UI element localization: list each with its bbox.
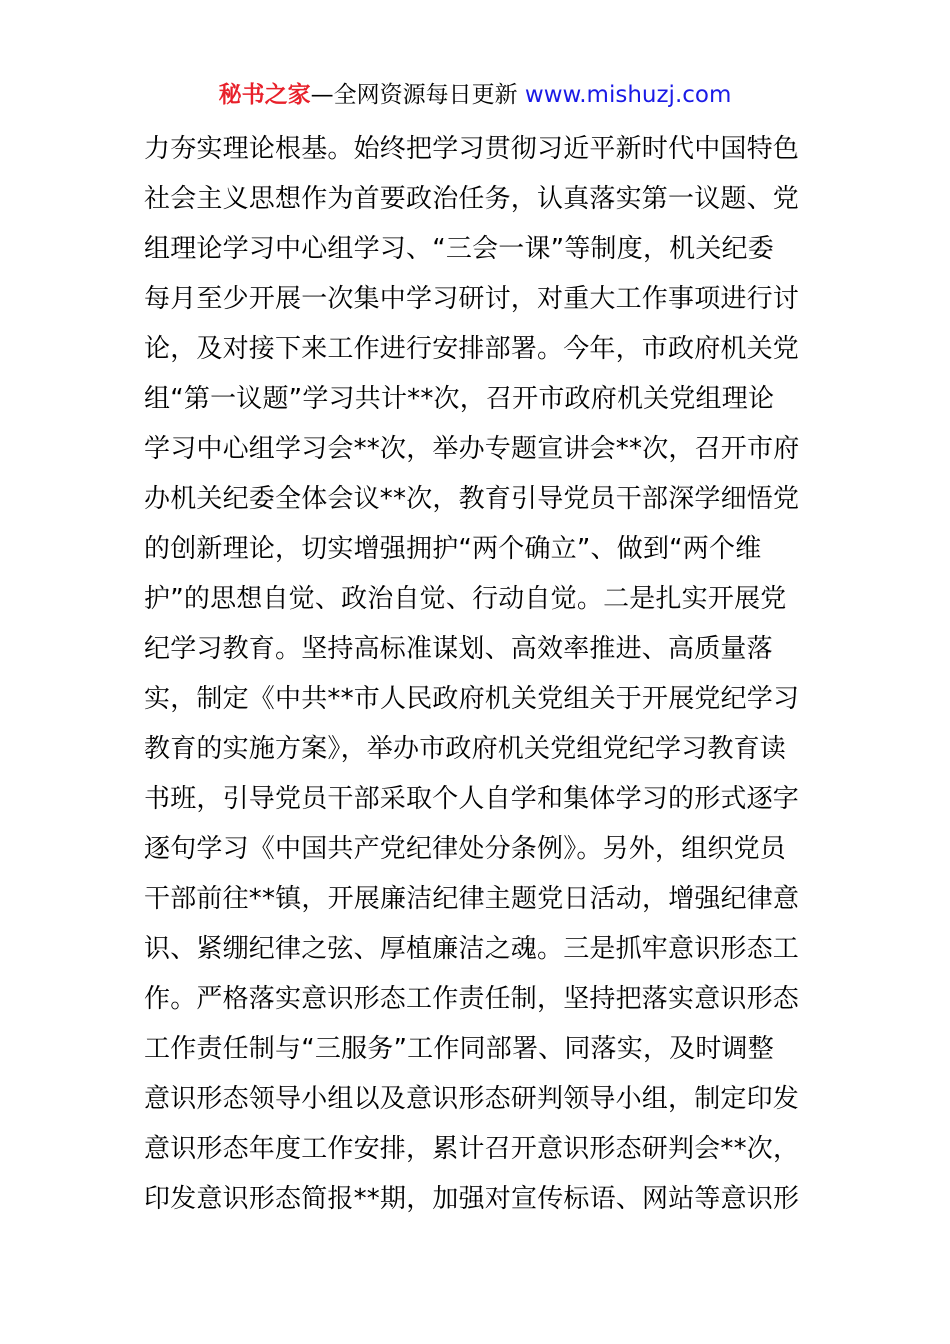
body-line: 纪学习教育。坚持高标准谋划、高效率推进、高质量落 [144,634,773,664]
body-line: 力夯实理论根基。始终把学习贯彻习近平新时代中国特色 [144,134,800,164]
body-line: 论，及对接下来工作进行安排部署。今年，市政府机关党 [144,334,800,364]
body-line: 作。严格落实意识形态工作责任制，坚持把落实意识形态 [144,984,800,1014]
body-line: 识、紧绷纪律之弦、厚植廉洁之魂。三是抓牢意识形态工 [144,934,800,964]
site-header [0,78,950,112]
body-line: 书班，引导党员干部采取个人自学和集体学习的形式逐字 [144,784,800,814]
body-line: 的创新理论，切实增强拥护“两个确立”、做到“两个维 [144,534,762,564]
body-line: 护”的思想自觉、政治自觉、行动自觉。二是扎实开展党 [144,584,787,614]
body-line: 社会主义思想作为首要政治任务，认真落实第一议题、党 [144,184,800,214]
body-line: 意识形态领导小组以及意识形态研判领导小组，制定印发 [144,1084,800,1114]
body-line: 组理论学习中心组学习、“三会一课”等制度，机关纪委 [144,234,774,264]
body-line: 每月至少开展一次集中学习研讨，对重大工作事项进行讨 [144,284,800,314]
body-line: 逐句学习《中国共产党纪律处分条例》。另外，组织党员 [144,834,787,864]
body-line: 意识形态年度工作安排，累计召开意识形态研判会**次， [144,1134,800,1164]
site-url-link[interactable]: www.mishuzj.com [524,82,732,108]
site-tagline: —全网资源每日更新 [310,82,525,108]
site-brand: 秘书之家 [218,82,311,108]
body-line: 印发意识形态简报**期，加强对宣传标语、网站等意识形 [144,1184,800,1214]
document-body [144,124,809,1224]
body-line: 干部前往**镇，开展廉洁纪律主题党日活动，增强纪律意 [144,884,800,914]
body-line: 组“第一议题”学习共计**次，召开市政府机关党组理论 [144,384,775,414]
body-line: 教育的实施方案》，举办市政府机关党组党纪学习教育读 [144,734,787,764]
body-line: 实，制定《中共**市人民政府机关党组关于开展党纪学习 [144,684,800,714]
body-line: 办机关纪委全体会议**次，教育引导党员干部深学细悟党 [144,484,800,514]
body-line: 工作责任制与“三服务”工作同部署、同落实，及时调整 [144,1034,774,1064]
body-line: 学习中心组学习会**次，举办专题宣讲会**次，召开市府 [144,434,800,464]
